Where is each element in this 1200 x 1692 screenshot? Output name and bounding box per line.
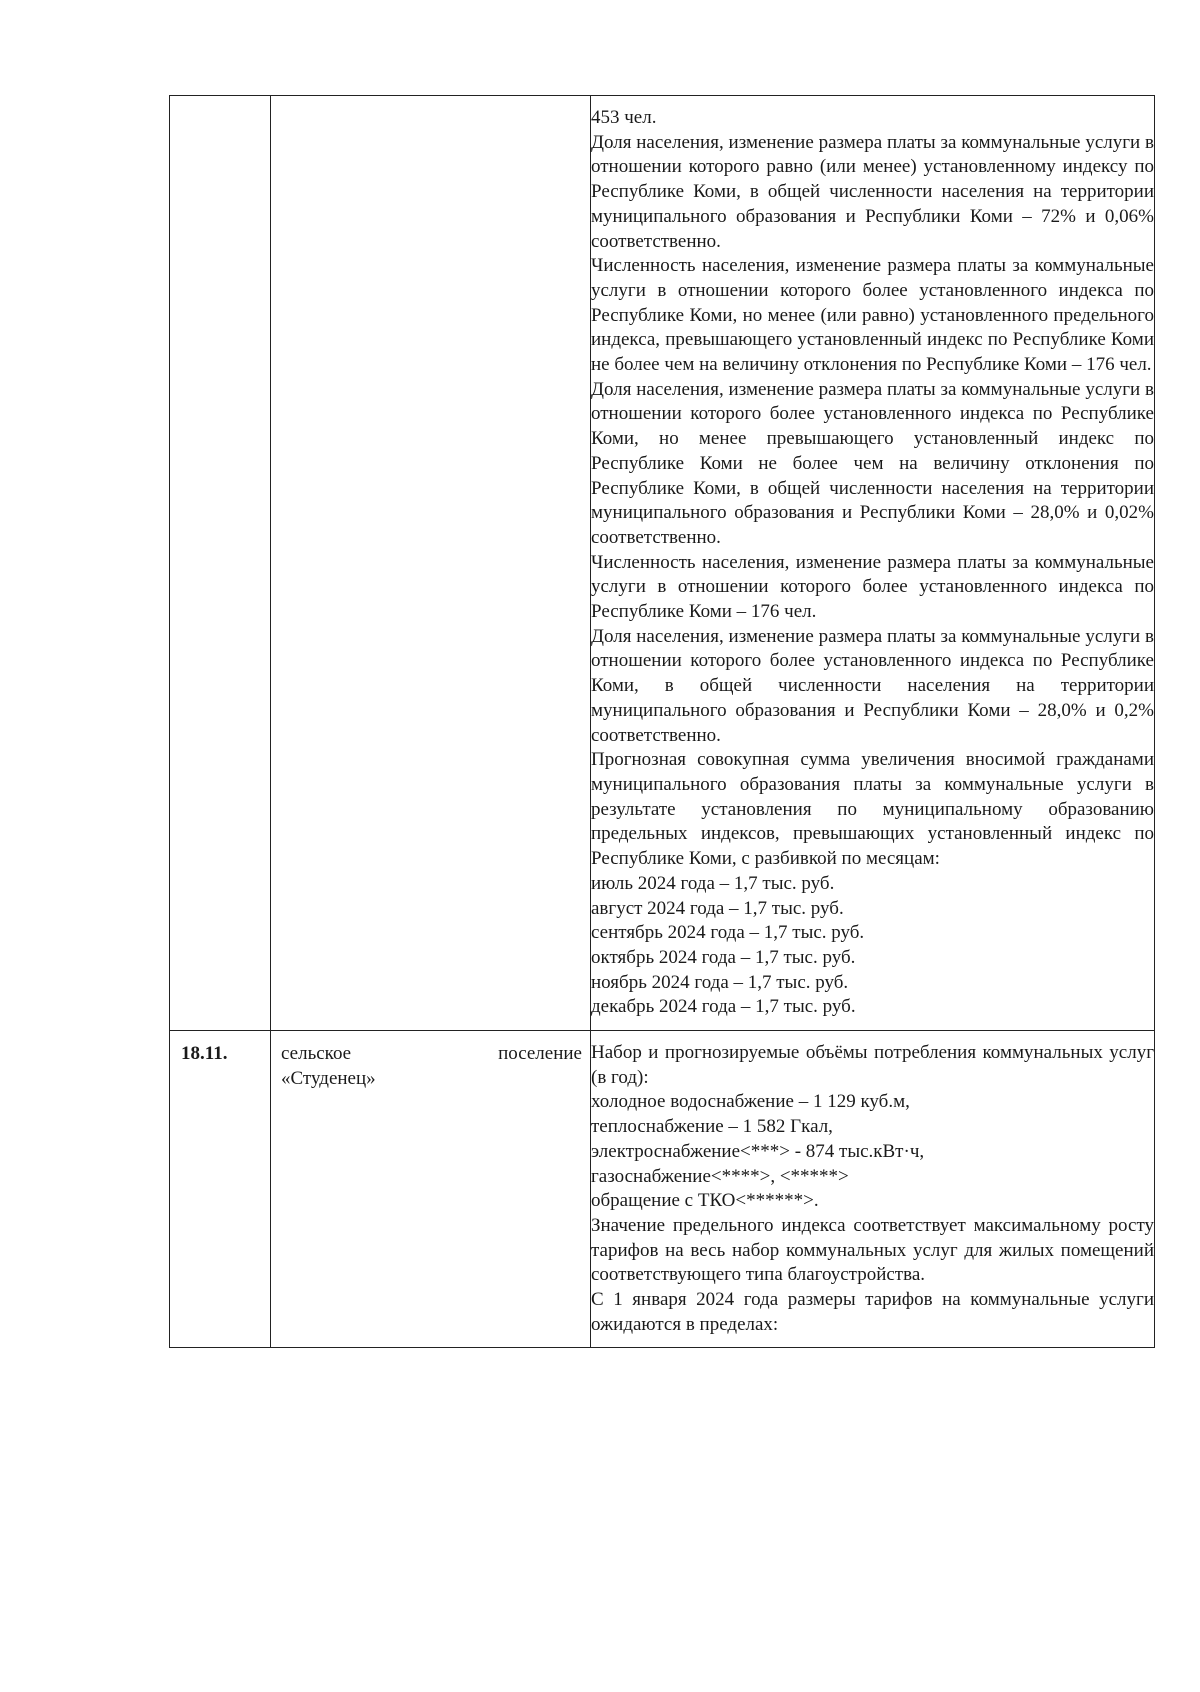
municipality-type-word: поселение [498, 1043, 582, 1065]
municipality-name [271, 1031, 590, 1091]
number-cell [170, 1031, 271, 1348]
month-line: декабрь 2024 года – 1,7 тыс. руб. [591, 996, 856, 1018]
paragraph: Численность населения, изменение размера платы за коммунальные услуги в отношении которого более установленного индекса по Республике Коми, но менее (или равно) установленного предельного индекса, превышающего установленный индекс по Республике Коми не более чем на величину отклонения по Республике Коми – 176 чел. [591, 255, 1154, 376]
month-line: сентябрь 2024 года – 1,7 тыс. руб. [591, 922, 865, 944]
month-line: июль 2024 года – 1,7 тыс. руб. [591, 872, 835, 894]
paragraph: Доля населения, изменение размера платы за коммунальные услуги в отношении которого более установленного индекса по Республике Коми, в общей численности населения на территории муниципального образования и Республики Коми – 28,0% и 0,2% соответственно. [591, 625, 1154, 746]
paragraph: Прогнозная совокупная сумма увеличения вносимой гражданами муниципального образования платы за коммунальные услуги в результате установления по муниципальному образованию предельных индексов, превышающих установленный индекс по Республике Коми, с разбивкой по месяцам: [591, 749, 1154, 870]
description-cell [591, 1031, 1155, 1348]
table-row [170, 96, 1155, 1031]
paragraph: Доля населения, изменение размера платы за коммунальные услуги в отношении которого более установленного индекса по Республике Коми, но менее превышающего установленный индекс по Республике Коми не более чем на величину отклонения по Республике Коми, в общей численности населения на территории муниципального образования и Республики Коми – 28,0% и 0,02% соответственно. [591, 378, 1154, 548]
row-number: 18.11. [181, 1043, 228, 1065]
paragraph: газоснабжение<****>, <*****> [591, 1165, 849, 1187]
paragraph: Численность населения, изменение размера платы за коммунальные услуги в отношении которого более установленного индекса по Республике Коми – 176 чел. [591, 551, 1154, 623]
municipality-cell [271, 96, 591, 1031]
paragraph: теплоснабжение – 1 582 Гкал, [591, 1116, 833, 1138]
paragraph: 453 чел. [591, 107, 657, 128]
month-line: август 2024 года – 1,7 тыс. руб. [591, 897, 844, 919]
paragraph: холодное водоснабжение – 1 129 куб.м, [591, 1091, 910, 1113]
municipality-cell [271, 1031, 591, 1348]
paragraph: Набор и прогнозируемые объёмы потребления коммунальных услуг (в год): [591, 1042, 1154, 1088]
municipality-title: «Студенец» [281, 1068, 376, 1090]
month-line: октябрь 2024 года – 1,7 тыс. руб. [591, 946, 856, 968]
description-cell [591, 96, 1155, 1031]
paragraph: Значение предельного индекса соответствует максимальному росту тарифов на весь набор коммунальных услуг для жилых помещений соответствующего типа благоустройства. [591, 1214, 1154, 1286]
municipality-type-word: сельское [281, 1043, 352, 1065]
paragraph: С 1 января 2024 года размеры тарифов на коммунальные услуги ожидаются в пределах: [591, 1289, 1154, 1335]
tariff-table [169, 95, 1155, 1348]
paragraph: электроснабжение<***> - 874 тыс.кВт·ч, [591, 1140, 925, 1162]
paragraph: обращение с ТКО<******>. [591, 1190, 819, 1212]
table-row [170, 1031, 1155, 1348]
number-cell [170, 96, 271, 1031]
paragraph: Доля населения, изменение размера платы за коммунальные услуги в отношении которого равно (или менее) установленному индексу по Республике Коми, в общей численности населения на территории муниципального образования и Республики Коми – 72% и 0,06% соответственно. [591, 131, 1154, 252]
month-line: ноябрь 2024 года – 1,7 тыс. руб. [591, 971, 849, 993]
